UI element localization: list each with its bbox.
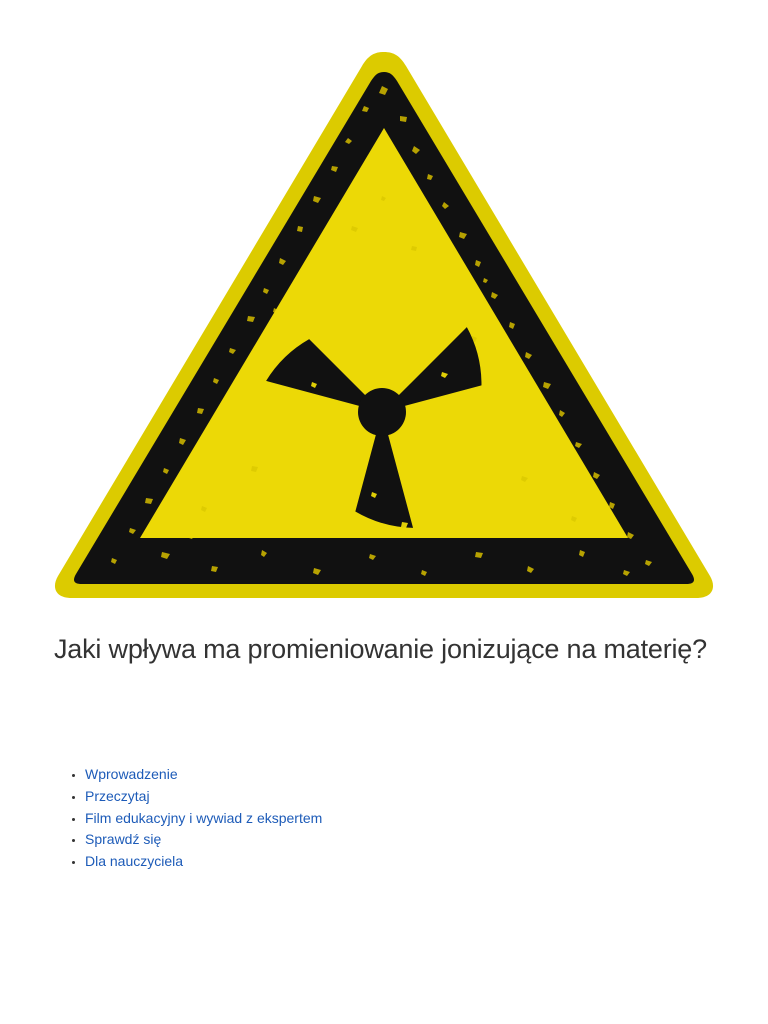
toc-item — [85, 808, 322, 830]
page-title: Jaki wpływa ma promieniowanie jonizujące na materię? — [54, 634, 707, 664]
trefoil-center — [358, 388, 406, 436]
radiation-warning-icon — [52, 46, 716, 606]
toc-item — [85, 829, 322, 851]
toc-item — [85, 764, 322, 786]
toc-item — [85, 851, 322, 873]
toc-link-wprowadzenie[interactable]: Wprowadzenie — [85, 766, 178, 782]
toc-link-sprawdz-sie[interactable]: Sprawdź się — [85, 831, 162, 848]
toc-item — [85, 786, 322, 808]
table-of-contents — [54, 764, 322, 873]
toc-link-dla-nauczyciela[interactable]: Dla nauczyciela — [85, 853, 184, 870]
toc-link-przeczytaj[interactable]: Przeczytaj — [85, 787, 150, 804]
hero-image — [52, 46, 716, 606]
toc-link-film-edukacyjny[interactable]: Film edukacyjny i wywiad z ekspertem — [85, 809, 323, 826]
